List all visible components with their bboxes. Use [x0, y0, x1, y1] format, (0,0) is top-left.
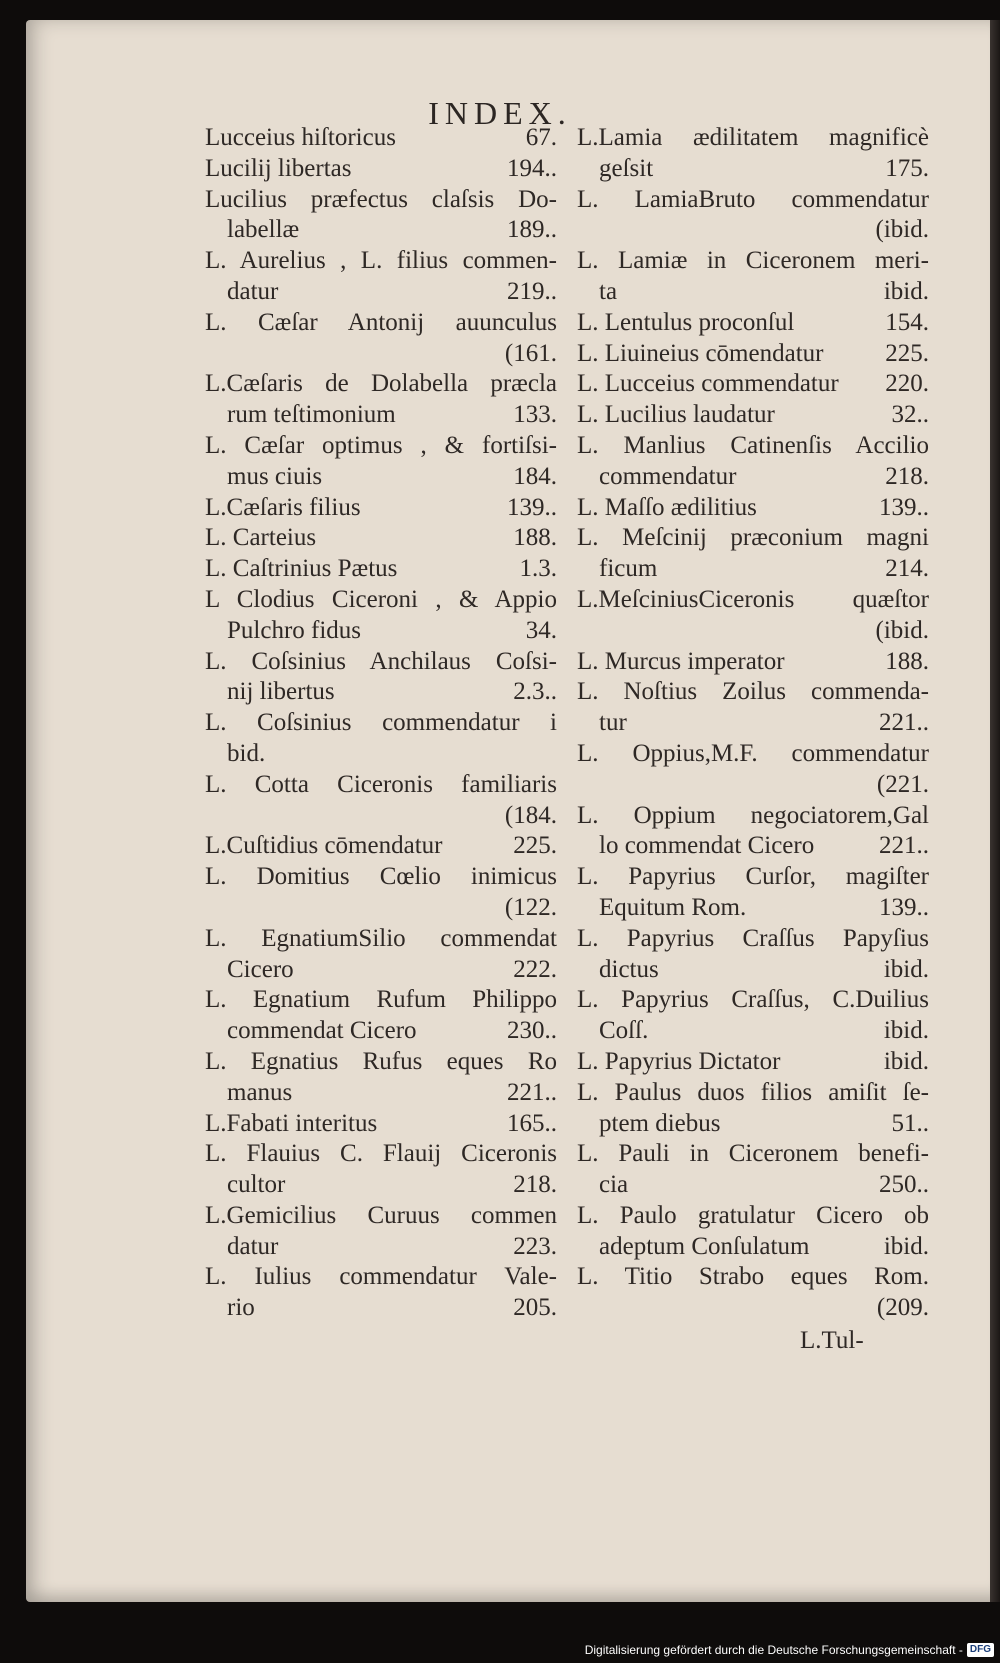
- page-number: 133.: [513, 401, 557, 429]
- page-number: 220.: [885, 370, 929, 398]
- dfg-logo: DFG: [967, 1643, 994, 1657]
- index-line: [577, 1109, 929, 1140]
- entry-text: manus: [227, 1078, 293, 1106]
- index-line: [577, 677, 929, 708]
- entry-text: L. Liuineius cōmendatur: [577, 339, 824, 367]
- index-line: [577, 462, 929, 493]
- entry-text: cultor: [227, 1171, 286, 1199]
- index-line: [205, 185, 557, 216]
- entry-text: ptem diebus: [599, 1109, 721, 1137]
- index-line: [577, 554, 929, 585]
- index-line: [577, 523, 929, 554]
- index-line: [205, 955, 557, 986]
- page-number: 214.: [885, 555, 929, 583]
- page-number: 189..: [507, 216, 557, 244]
- index-line: [205, 739, 557, 770]
- entry-text: L. Oppius,M.F. commendatur: [577, 739, 929, 767]
- page-number: 250..: [879, 1171, 929, 1199]
- index-line: [577, 739, 929, 770]
- index-line: [205, 831, 557, 862]
- index-line: [205, 215, 557, 246]
- page-number: 184.: [513, 462, 557, 490]
- entry-text: nij libertus: [227, 678, 335, 706]
- page-number: 219..: [507, 277, 557, 305]
- entry-text: Lucilij libertas: [205, 154, 352, 182]
- footer-text: Digitalisierung gefördert durch die Deutsche Forschungsgemeinschaft -: [584, 1643, 963, 1657]
- page-number: 34.: [525, 616, 557, 644]
- index-line: [577, 1078, 929, 1109]
- page-number: 67.: [525, 124, 557, 151]
- index-line: [205, 647, 557, 678]
- entry-text: cia: [599, 1171, 629, 1199]
- page-title: INDEX.: [428, 95, 572, 131]
- index-line: [577, 893, 929, 924]
- index-line: [205, 801, 557, 832]
- entry-text: L Clodius Ciceroni , & Appio: [205, 585, 557, 613]
- page-number: 225.: [885, 339, 929, 367]
- entry-text: L. Meſcinij præconium magni: [577, 524, 929, 552]
- entry-text: L. Manlius Catinenſis Accilio: [577, 431, 929, 459]
- page-number: ibid.: [883, 955, 929, 983]
- index-line: [577, 831, 929, 862]
- index-line: [577, 1293, 929, 1324]
- index-line: [577, 955, 929, 986]
- page-number: 218.: [885, 462, 929, 490]
- index-line: [577, 400, 929, 431]
- index-line: [577, 308, 929, 339]
- entry-text: geſsit: [599, 154, 654, 182]
- page-number: 154.: [885, 308, 929, 336]
- entry-text: L.Gemicilius Curuus commen: [205, 1201, 557, 1229]
- page-number: 139..: [507, 493, 557, 521]
- index-line: [577, 277, 929, 308]
- index-line: [577, 1139, 929, 1170]
- page-number: (ibid.: [875, 216, 929, 244]
- index-line: [205, 400, 557, 431]
- index-line: [205, 431, 557, 462]
- entry-text: L. Papyrius Craſſus, C.Duilius: [577, 986, 929, 1014]
- page-number: 1.3.: [519, 555, 557, 583]
- entry-text: L. Cæſar Antonij auunculus: [205, 308, 557, 336]
- entry-text: ficum: [599, 555, 658, 583]
- entry-text: adeptum Conſulatum: [599, 1232, 810, 1260]
- index-line: [205, 985, 557, 1016]
- page-number: 205.: [513, 1294, 557, 1322]
- index-line: [205, 677, 557, 708]
- index-line: [205, 1232, 557, 1263]
- entry-text: L. Papyrius Dictator: [577, 1047, 781, 1075]
- page-number: 222.: [513, 955, 557, 983]
- entry-text: labellæ: [227, 216, 300, 244]
- index-line: [205, 1139, 557, 1170]
- entry-text: L. Papyrius Curſor, magiſter: [577, 863, 929, 891]
- page-number: (ibid.: [875, 616, 929, 644]
- index-line: [205, 1170, 557, 1201]
- entry-text: L. Oppium negociatorem,Gal: [577, 801, 929, 829]
- index-line: [577, 1047, 929, 1078]
- index-line: [205, 123, 557, 154]
- index-line: [577, 246, 929, 277]
- page-number: ibid.: [883, 277, 929, 305]
- page-number: 188.: [513, 524, 557, 552]
- index-line: [205, 893, 557, 924]
- index-line: [577, 339, 929, 370]
- page-number: 221..: [879, 832, 929, 860]
- entry-text: L. Lamiæ in Ciceronem meri-: [577, 247, 929, 275]
- page-number: 223.: [513, 1232, 557, 1260]
- index-line: [577, 616, 929, 647]
- index-line: [577, 123, 929, 154]
- index-column-right: [577, 123, 929, 1324]
- index-line: [577, 154, 929, 185]
- entry-text: rio: [227, 1294, 255, 1322]
- entry-text: L. LamiaBruto commendatur: [577, 185, 929, 213]
- page-number: 51..: [891, 1109, 929, 1137]
- index-line: [205, 154, 557, 185]
- index-line: [205, 554, 557, 585]
- page-number: 139..: [879, 893, 929, 921]
- entry-text: L. Carteius: [205, 524, 317, 552]
- entry-text: Coſſ.: [599, 1017, 649, 1045]
- entry-text: L. Domitius Cœlio inimicus: [205, 863, 557, 891]
- index-line: [577, 431, 929, 462]
- page-number: (221.: [876, 770, 929, 798]
- entry-text: commendatur: [599, 462, 737, 490]
- index-line: [577, 369, 929, 400]
- page-number: 225.: [513, 832, 557, 860]
- entry-text: L.MeſciniusCiceronis quæſtor: [577, 585, 929, 613]
- index-line: [205, 924, 557, 955]
- entry-text: L. EgnatiumSilio commendat: [205, 924, 557, 952]
- index-line: [577, 1201, 929, 1232]
- entry-text: L. Egnatium Rufum Philippo: [205, 986, 557, 1014]
- index-line: [577, 1170, 929, 1201]
- index-line: [205, 369, 557, 400]
- page-edge: [990, 20, 1000, 1602]
- entry-text: L. Iulius commendatur Vale-: [205, 1263, 557, 1291]
- entry-text: L. Maſſo ædilitius: [577, 493, 757, 521]
- index-line: [577, 924, 929, 955]
- page-number: ibid.: [883, 1232, 929, 1260]
- page-number: 194..: [507, 154, 557, 182]
- index-line: [205, 585, 557, 616]
- page-number: (122.: [504, 893, 557, 921]
- index-line: [205, 462, 557, 493]
- entry-text: L. Aurelius , L. filius commen-: [205, 247, 557, 275]
- entry-text: L. Lucceius commendatur: [577, 370, 839, 398]
- index-line: [205, 1109, 557, 1140]
- entry-text: Lucceius hiſtoricus: [205, 124, 396, 151]
- entry-text: L. Noſtius Zoilus commenda-: [577, 678, 929, 706]
- page-number: 165..: [507, 1109, 557, 1137]
- page-number: (209.: [876, 1294, 929, 1322]
- index-line: [577, 215, 929, 246]
- page-number: 32..: [891, 401, 929, 429]
- index-line: [577, 585, 929, 616]
- index-line: [577, 770, 929, 801]
- page-number: (161.: [504, 339, 557, 367]
- page-number: ibid.: [883, 1047, 929, 1075]
- index-line: [205, 1201, 557, 1232]
- entry-text: L. Egnatius Rufus eques Ro: [205, 1047, 557, 1075]
- footer-credit: [585, 1640, 994, 1660]
- index-line: [205, 708, 557, 739]
- index-line: [205, 1047, 557, 1078]
- entry-text: datur: [227, 1232, 279, 1260]
- page-number: 2.3..: [513, 678, 557, 706]
- entry-text: L. Paulus duos filios amiſit ſe-: [577, 1078, 929, 1106]
- entry-text: L. Coſsinius commendatur i: [205, 709, 557, 737]
- entry-text: L. Flauius C. Flauij Ciceronis: [205, 1140, 557, 1168]
- entry-text: L.Cæſaris de Dolabella præcla: [205, 370, 557, 398]
- entry-text: Lucilius præfectus claſsis Do-: [205, 185, 557, 213]
- entry-text: L. Murcus imperator: [577, 647, 785, 675]
- entry-text: bid.: [227, 739, 266, 767]
- index-line: [205, 1016, 557, 1047]
- index-line: [205, 1262, 557, 1293]
- index-line: [577, 801, 929, 832]
- entry-text: L.Cæſaris filius: [205, 493, 361, 521]
- entry-text: L.Fabati interitus: [205, 1109, 378, 1137]
- index-line: [577, 493, 929, 524]
- page-number: 230..: [507, 1017, 557, 1045]
- index-line: [577, 985, 929, 1016]
- page-number: 221..: [507, 1078, 557, 1106]
- entry-text: Equitum Rom.: [599, 893, 747, 921]
- entry-text: L. Pauli in Ciceronem benefi-: [577, 1140, 929, 1168]
- entry-text: L. Coſsinius Anchilaus Coſsi-: [205, 647, 557, 675]
- page-number: 139..: [879, 493, 929, 521]
- page-number: 218.: [513, 1171, 557, 1199]
- entry-text: mus ciuis: [227, 462, 323, 490]
- entry-text: commendat Cicero: [227, 1017, 417, 1045]
- entry-text: L. Caſtrinius Pætus: [205, 555, 398, 583]
- entry-text: L. Cotta Ciceronis familiaris: [205, 770, 557, 798]
- index-line: [577, 708, 929, 739]
- page-number: 188.: [885, 647, 929, 675]
- index-line: [205, 277, 557, 308]
- index-line: [205, 523, 557, 554]
- entry-text: rum teſtimonium: [227, 401, 396, 429]
- index-line: [577, 647, 929, 678]
- page-number: (184.: [504, 801, 557, 829]
- page-number: 175.: [885, 154, 929, 182]
- entry-text: ta: [599, 277, 618, 305]
- entry-text: L. Lucilius laudatur: [577, 401, 775, 429]
- index-line: [205, 339, 557, 370]
- index-line: [205, 493, 557, 524]
- entry-text: L.Cuſtidius cōmendatur: [205, 832, 443, 860]
- index-line: [205, 246, 557, 277]
- entry-text: L. Paulo gratulatur Cicero ob: [577, 1201, 929, 1229]
- index-line: [205, 616, 557, 647]
- index-line: [205, 308, 557, 339]
- entry-text: L.Lamia ædilitatem magnificè: [577, 124, 929, 151]
- entry-text: L. Cæſar optimus , & fortiſsi-: [205, 431, 557, 459]
- entry-text: L. Lentulus proconſul: [577, 308, 795, 336]
- entry-text: lo commendat Cicero: [599, 832, 815, 860]
- index-line: [205, 770, 557, 801]
- entry-text: Pulchro fidus: [227, 616, 362, 644]
- entry-text: dictus: [599, 955, 659, 983]
- page-number: 221..: [879, 709, 929, 737]
- entry-text: tur: [599, 709, 627, 737]
- catchword: L.Tul-: [800, 1327, 864, 1354]
- entry-text: Cicero: [227, 955, 294, 983]
- entry-text: datur: [227, 277, 279, 305]
- index-line: [205, 862, 557, 893]
- index-line: [577, 1262, 929, 1293]
- entry-text: L. Titio Strabo eques Rom.: [577, 1263, 929, 1291]
- index-column-left: [205, 123, 557, 1324]
- entry-text: L. Papyrius Craſſus Papyſius: [577, 924, 929, 952]
- index-line: [577, 1016, 929, 1047]
- index-line: [577, 862, 929, 893]
- index-line: [205, 1293, 557, 1324]
- index-line: [205, 1078, 557, 1109]
- index-line: [577, 1232, 929, 1263]
- page-number: ibid.: [883, 1017, 929, 1045]
- index-line: [577, 185, 929, 216]
